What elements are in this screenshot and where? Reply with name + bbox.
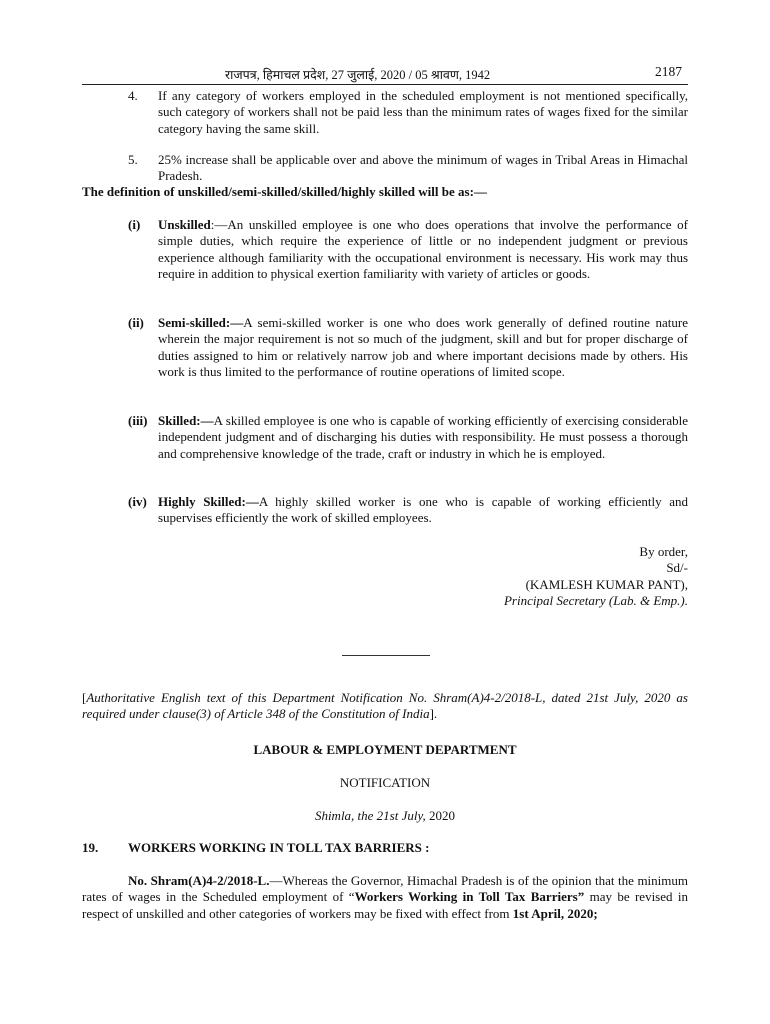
department-heading: LABOUR & EMPLOYMENT DEPARTMENT (253, 742, 517, 757)
gazette-header-title: राजपत्र, हिमाचल प्रदेश, 27 जुलाई, 2020 / 05 श्रावण, 1942 (225, 68, 491, 82)
place-date (82, 808, 688, 824)
definition-body: An unskilled employee is one who does operations that involve the performance of simple duties, which require the experience of little or no independent judgment or previous experience although familiarity with the occupational environment is necessary. His work may thus require in addition to physical exertion familiarity with variety of articles or goods. (158, 217, 688, 281)
authoritative-text: Authoritative English text of this Department Notification No. Shram(A)4-2/2018-L, dated 21st July, 2020 as required under clause(3) of Article 348 of the Constitution of India (82, 690, 688, 722)
body-text-part1: —Whereas the Governor, Himachal Pradesh is of the opinion that the minimum rates of wages in the Scheduled employment of “ (82, 873, 688, 905)
header-rule (82, 84, 688, 85)
definition-term: Highly Skilled:— (158, 494, 259, 509)
signatory-designation: Principal Secretary (Lab. & Emp.). (503, 592, 688, 608)
definition-label: (iv) (128, 494, 147, 509)
definition-highly-skilled (128, 494, 688, 530)
bracket-open: [ (82, 690, 87, 705)
definition-text (158, 217, 688, 282)
definition-label: (iii) (128, 413, 148, 428)
clause-item-5 (128, 152, 688, 186)
signature-block (504, 544, 688, 609)
effective-date: 1st April, 2020; (512, 905, 598, 921)
authoritative-text-note (82, 690, 688, 723)
notification-body (82, 873, 688, 922)
definitions-heading: The definition of unskilled/semi-skilled/skilled/highly skilled will be as:— (82, 184, 487, 199)
definition-unskilled (128, 217, 688, 301)
signatory-name: (KAMLESH KUMAR PANT), (525, 576, 688, 592)
section-title: WORKERS WORKING IN TOLL TAX BARRIERS : (128, 840, 430, 855)
definition-term: Semi-skilled:— (158, 315, 244, 330)
definition-body: A skilled employee is one who is capable of working efficiently of exercising considerable independent judgment and of discharging his duties with responsibility. He must possess a thorough and comprehensive knowledge of the trade, craft or industry in which he is employed. (158, 413, 688, 461)
clause-text: 25% increase shall be applicable over and above the minimum of wages in Tribal Areas in Himachal Pradesh. (158, 152, 688, 184)
definition-text (158, 413, 688, 462)
clause-text: If any category of workers employed in the scheduled employment is not mentioned specifically, such category of workers shall not be paid less than the minimum rates of wages fixed for the similar category having the same skill. (158, 88, 688, 136)
definition-label: (ii) (128, 315, 144, 330)
employment-name: Workers Working in Toll Tax Barriers” (354, 889, 585, 905)
clause-number: 5. (128, 152, 138, 167)
bracket-close: ]. (429, 706, 438, 722)
definition-text (158, 494, 688, 527)
notification-heading: NOTIFICATION (339, 775, 431, 790)
definition-term: Skilled:— (158, 413, 214, 428)
clause-item-4 (128, 88, 688, 140)
signature-sd: Sd/- (666, 560, 688, 576)
place-date-text: Shimla, the 21st July, (314, 808, 426, 823)
definition-body: A highly skilled worker is one who is capable of working efficiently and supervises efficiently the work of skilled employees. (158, 494, 688, 526)
notification-number: No. Shram(A)4-2/2018-L. (128, 873, 270, 888)
section-divider (342, 655, 430, 656)
definition-text (158, 315, 688, 380)
definition-semi-skilled (128, 315, 688, 399)
definition-separator: :— (210, 217, 228, 232)
body-text-part2: may be revised in respect of unskilled and other categories of workers may be fixed with effect from (82, 889, 688, 921)
page-number: 2187 (655, 64, 682, 79)
section-number: 19. (82, 840, 99, 855)
place-date-year: 2020 (425, 808, 456, 823)
clause-number: 4. (128, 88, 138, 103)
definition-skilled (128, 413, 688, 481)
signature-by-order: By order, (639, 544, 688, 559)
definition-term: Unskilled (158, 217, 211, 232)
definition-label: (i) (128, 217, 141, 232)
definition-body: A semi-skilled worker is one who does work generally of defined routine nature wherein the major requirement is not so much of the judgment, skill and but for proper discharge of duties assigned to him or relatively narrow job and where important decisions made by others. His work is thus limited to the performance of routine operations of limited scope. (158, 315, 688, 379)
